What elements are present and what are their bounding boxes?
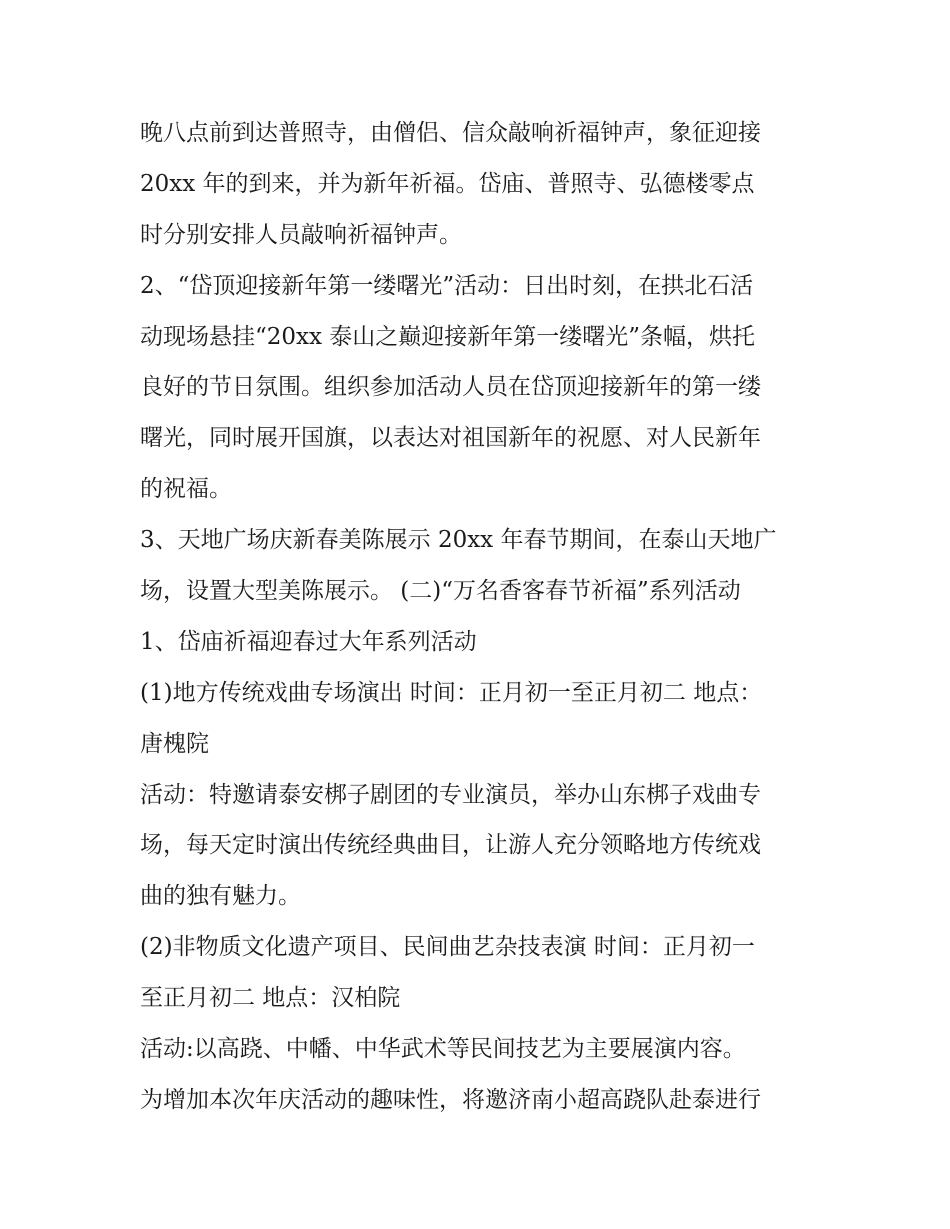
text-line: 的祝福。 [140,476,232,503]
text-line: 场，设置大型美陈展示。 (二)“万名香客春节祈福”系列活动 [140,578,741,605]
text-line: 活动:以高跷、中幡、中华武术等民间技艺为主要展演内容。 [140,1036,746,1063]
text-line: 晚八点前到达普照寺，由僧侣、信众敲响祈福钟声，象征迎接 [140,120,761,146]
text-line: 唐槐院 [140,730,209,757]
text-line: 3、天地广场庆新春美陈展示 20xx 年春节期间，在泰山天地广 [140,527,777,554]
text-line: (2)非物质文化遗产项目、民间曲艺杂技表演 时间：正月初一 [140,934,755,961]
text-line: 20xx 年的到来，并为新年祈福。岱庙、普照寺、弘德楼零点 [140,170,755,197]
text-line: 至正月初二 地点：汉柏院 [140,985,401,1012]
text-line: 活动：特邀请泰安梆子剧团的专业演员，举办山东梆子戏曲专 [140,781,761,808]
text-line: 时分别安排人员敲响祈福钟声。 [140,221,462,248]
text-line: 2、“岱顶迎接新年第一缕曙光”活动：日出时刻，在拱北石活 [140,272,754,299]
text-line: 曙光，同时展开国旗，以表达对祖国新年的祝愿、对人民新年 [140,425,761,452]
text-line: 曲的独有魅力。 [140,883,301,910]
text-line: 动现场悬挂“20xx 泰山之巅迎接新年第一缕曙光”条幅，烘托 [140,323,756,350]
document-body [140,108,820,1126]
text-line: 1、岱庙祈福迎春过大年系列活动 [140,628,477,655]
text-line: 场，每天定时演出传统经典曲目，让游人充分领略地方传统戏 [140,832,761,859]
text-line: 良好的节日氛围。组织参加活动人员在岱顶迎接新年的第一缕 [140,374,761,401]
text-line: (1)地方传统戏曲专场演出 时间：正月初一至正月初二 地点： [140,679,763,706]
text-line: 为增加本次年庆活动的趣味性，将邀济南小超高跷队赴泰进行 [140,1086,761,1113]
